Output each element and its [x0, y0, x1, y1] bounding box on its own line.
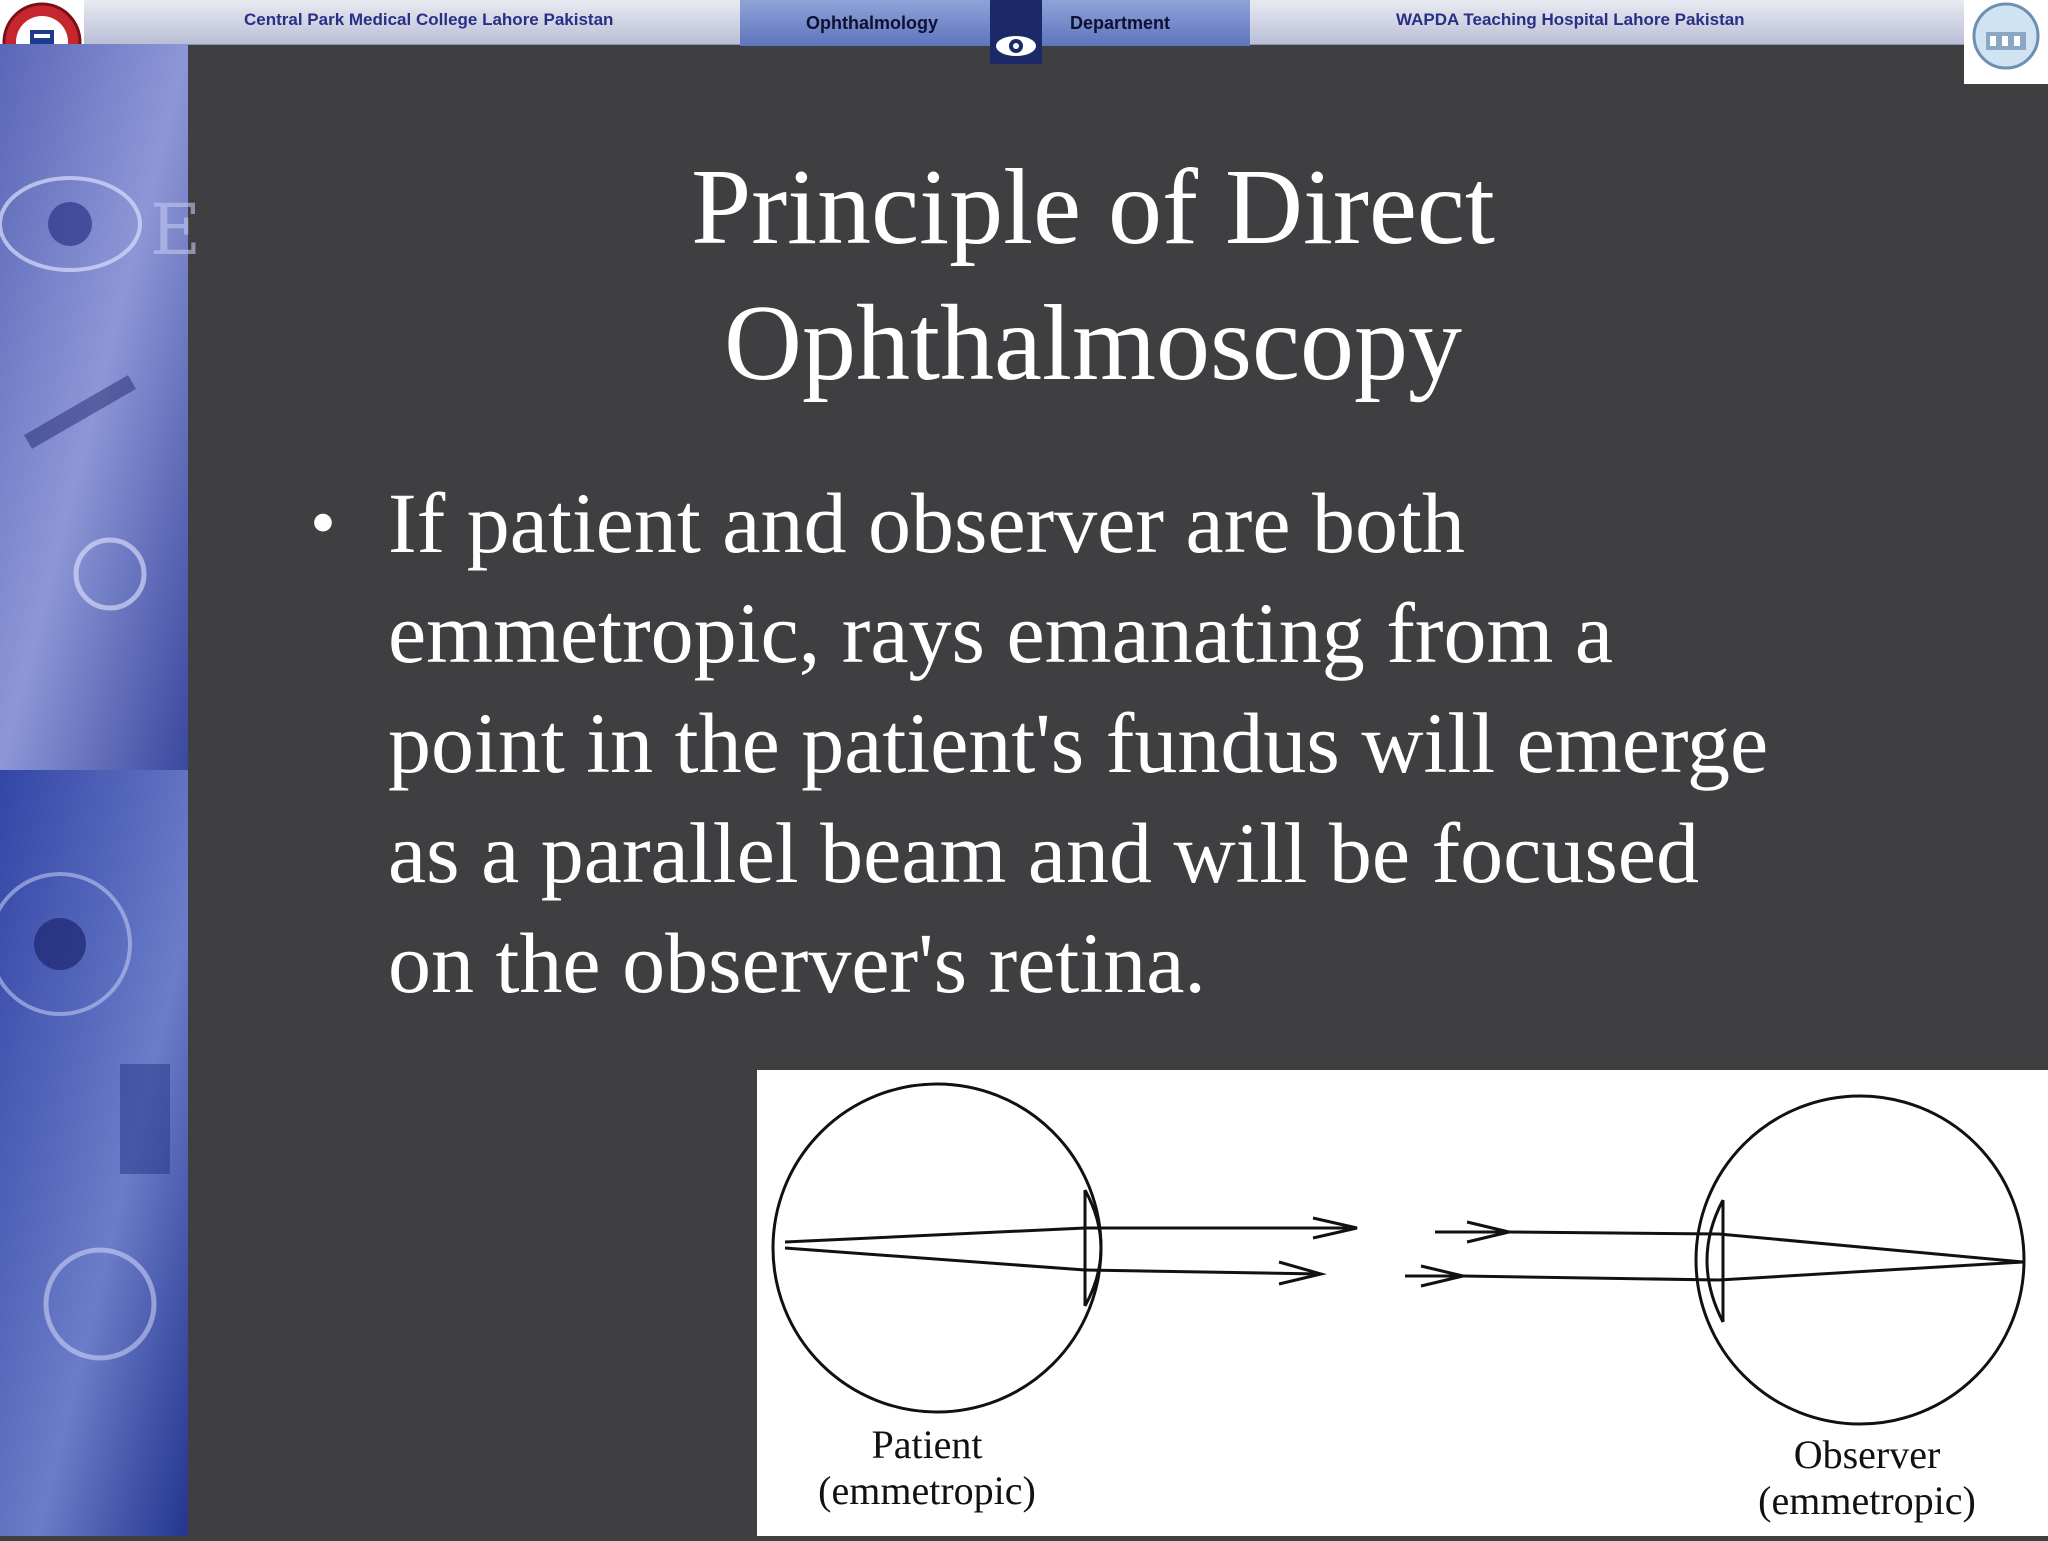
- eye-logo-icon: [990, 0, 1042, 64]
- bullet-line: as a parallel beam and will be focused: [388, 805, 1699, 901]
- header-bar: [0, 0, 2048, 45]
- patient-label-title: Patient: [871, 1422, 983, 1467]
- observer-label-sub: (emmetropic): [1758, 1478, 1976, 1523]
- header-ophthalmology: Ophthalmology: [806, 13, 938, 33]
- title-line: Principle of Direct: [691, 148, 1495, 267]
- emerging-rays: [1085, 1218, 1357, 1284]
- header-center-panel: [740, 0, 1250, 46]
- observer-eye: [1696, 1096, 2024, 1424]
- bullet-line: point in the patient's fundus will emerge: [388, 695, 1769, 791]
- patient-label: [797, 1422, 1057, 1514]
- svg-text:E: E: [150, 189, 202, 271]
- observer-label-title: Observer: [1793, 1432, 1941, 1477]
- decorative-sidebar: [0, 44, 202, 1536]
- title-line: Ophthalmoscopy: [724, 284, 1462, 403]
- bullet-line: emmetropic, rays emanating from a: [388, 585, 1614, 681]
- incoming-rays: [1405, 1222, 1719, 1286]
- bullet-line: If patient and observer are both: [388, 475, 1465, 571]
- header-hospital-name: WAPDA Teaching Hospital Lahore Pakistan: [1396, 10, 1745, 29]
- header-department: Department: [1070, 13, 1171, 33]
- ophthalmoscopy-diagram: [757, 1070, 2048, 1536]
- patient-eye: [773, 1084, 1101, 1412]
- patient-label-sub: (emmetropic): [818, 1468, 1036, 1513]
- observer-label: [1717, 1432, 2017, 1524]
- header-college-name: Central Park Medical College Lahore Pakistan: [244, 10, 614, 29]
- bullet-line: on the observer's retina.: [388, 915, 1206, 1011]
- bullet-text: [388, 468, 1948, 1018]
- hospital-seal-logo: [1964, 0, 2048, 84]
- slide-title: [188, 140, 1998, 412]
- bullet-dot-icon: •: [310, 482, 336, 564]
